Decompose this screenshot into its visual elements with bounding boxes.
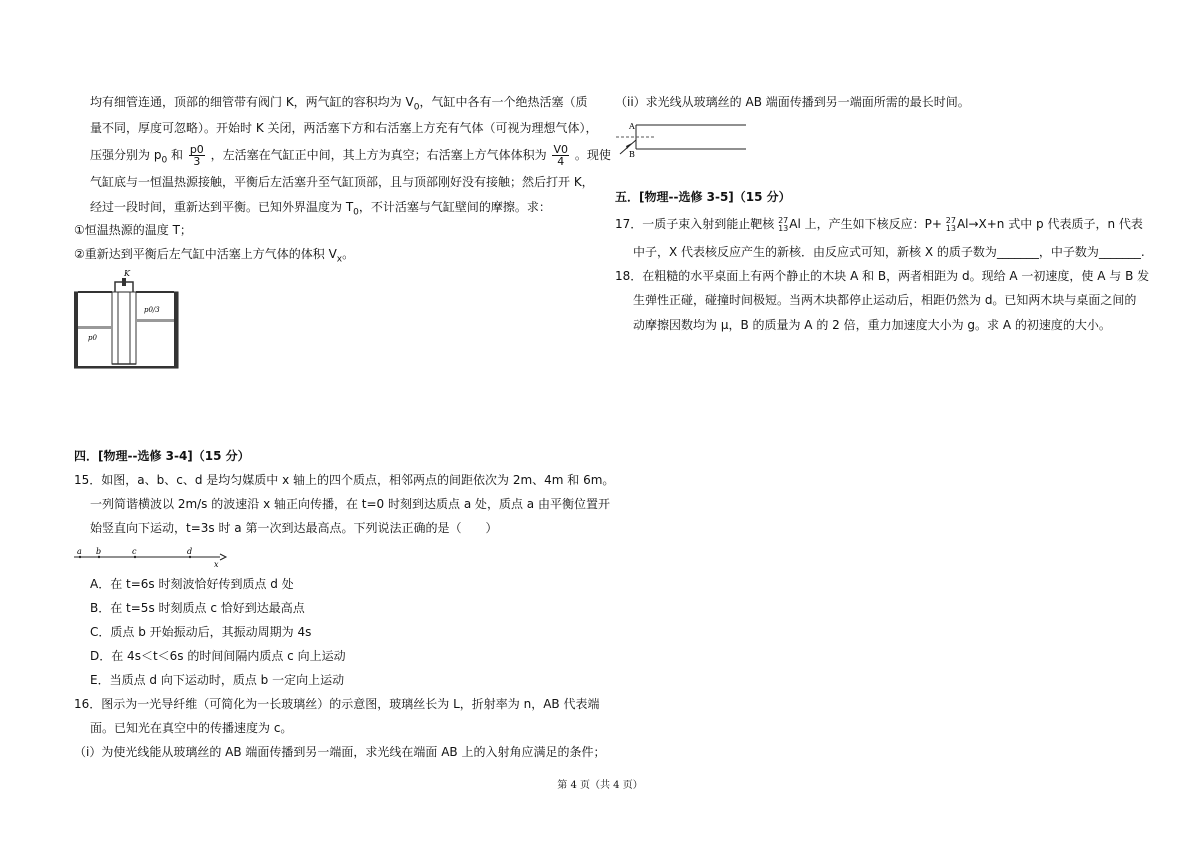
x-axis-figure bbox=[72, 546, 232, 568]
point-a-label: a bbox=[77, 547, 82, 556]
point-d-label: d bbox=[187, 547, 193, 556]
question-2: ②重新达到平衡后左气缸中活塞上方气体的体积 $V_x$。 bbox=[74, 247, 355, 265]
para-line-3: 压强分别为 $p_0$ 和 $\frac{p0}{3}$ ，左活塞在气缸正中间，其上方为真空；右活塞上方气体体积为 $\frac{V0}{4}$ 。现使 bbox=[90, 143, 611, 168]
p0-3-label: p0/3 bbox=[144, 306, 160, 314]
para-line-5: 经过一段时间，重新达到平衡。已知外界温度为 $T_0$，不计活塞与气缸壁间的摩擦。求： bbox=[90, 200, 551, 218]
valve-k-label: K bbox=[124, 270, 130, 278]
isotope-al-27-a: 27 13 bbox=[778, 215, 789, 233]
x-axis-label: x bbox=[214, 560, 219, 568]
para-line-1: 均有细管连通，顶部的细管带有阀门 K，两气缸的容积均为 $V_0$，气缸中各有一个绝热活塞（质 bbox=[90, 95, 588, 113]
end-a-label: A bbox=[629, 122, 635, 131]
q16-line-2: 面。已知光在真空中的传播速度为 c。 bbox=[90, 721, 293, 735]
q16-part-ii: （ii）求光线从玻璃丝的 AB 端面传播到另一端面所需的最长时间。 bbox=[615, 95, 970, 109]
option-e: E．当质点 d 向下运动时，质点 b 一定向上运动 bbox=[90, 673, 345, 687]
para-line-2: 量不同，厚度可忽略）。开始时 K 关闭，两活塞下方和右活塞上方充有气体（可视为理想气体）， bbox=[90, 121, 598, 135]
q16-part-i: （i）为使光线能从玻璃丝的 AB 端面传播到另一端面，求光线在端面 AB 上的入射角应满足的条件； bbox=[74, 745, 606, 759]
q18-line-1: 18．在粗糙的水平桌面上有两个静止的木块 A 和 B，两者相距为 d。现给 A 一初速度，使 A 与 B 发 bbox=[615, 269, 1150, 283]
option-d: D．在 4s＜t＜6s 的时间间隔内质点 c 向上运动 bbox=[90, 649, 346, 663]
point-b-label: b bbox=[96, 547, 102, 556]
point-c-label: c bbox=[132, 547, 137, 556]
section-5-heading: 五．[物理--选修 3-5]（15 分） bbox=[615, 190, 791, 204]
q15-line-2: 一列简谐横波以 2m/s 的波速沿 x 轴正向传播，在 t=0 时刻到达质点 a 处，质点 a 由平衡位置开 bbox=[90, 497, 610, 511]
para-line-4: 气缸底与一恒温热源接触，平衡后左活塞升至气缸顶部，且与顶部刚好没有接触；然后打开 K， bbox=[90, 175, 594, 189]
isotope-al-27-b: 27 13 bbox=[945, 215, 956, 233]
q18-line-2: 生弹性正碰，碰撞时间极短。当两木块都停止运动后，相距仍然为 d。已知两木块与桌面之间的 bbox=[633, 293, 1137, 307]
end-b-label: B bbox=[629, 150, 635, 158]
fraction-v0-over-4: $\frac{V0}{4}$ bbox=[553, 143, 569, 168]
page-footer: 第 4 页（共 4 页） bbox=[557, 780, 643, 791]
q15-line-3: 始竖直向下运动，t=3s 时 a 第一次到达最高点。下列说法正确的是（ ） bbox=[90, 521, 498, 535]
q18-line-3: 动摩擦因数均为 μ，B 的质量为 A 的 2 倍，重力加速度大小为 g。求 A 的初速度的大小。 bbox=[633, 318, 1111, 332]
optical-fiber-figure bbox=[616, 118, 750, 158]
q17-line-2: 中子，X 代表核反应产生的新核．由反应式可知，新核 X 的质子数为_______，中子数为_______. bbox=[633, 245, 1145, 259]
fraction-p0-over-3: $\frac{p0}{3}$ bbox=[189, 143, 204, 168]
option-a: A．在 t=6s 时刻波恰好传到质点 d 处 bbox=[90, 577, 294, 591]
q17-line-1: 17．一质子束入射到能止靶核 27 13 Al 上，产生如下核反应：P+ 27 13 Al→X+n 式中 p 代表质子，n 代表 bbox=[615, 215, 1143, 233]
cylinder-figure bbox=[74, 270, 180, 370]
option-c: C．质点 b 开始振动后，其振动周期为 4s bbox=[90, 625, 312, 639]
q16-line-1: 16．图示为一光导纤维（可简化为一长玻璃丝）的示意图，玻璃丝长为 L，折射率为 n，AB 代表端 bbox=[74, 697, 600, 711]
p0-label: p0 bbox=[88, 334, 97, 342]
section-4-heading: 四．[物理--选修 3-4]（15 分） bbox=[74, 449, 250, 463]
question-1: ①恒温热源的温度 T； bbox=[74, 223, 192, 237]
option-b: B．在 t=5s 时刻质点 c 恰好到达最高点 bbox=[90, 601, 305, 615]
q15-line-1: 15．如图，a、b、c、d 是均匀媒质中 x 轴上的四个质点，相邻两点的间距依次为 2m、4m 和 6m。 bbox=[74, 473, 615, 487]
